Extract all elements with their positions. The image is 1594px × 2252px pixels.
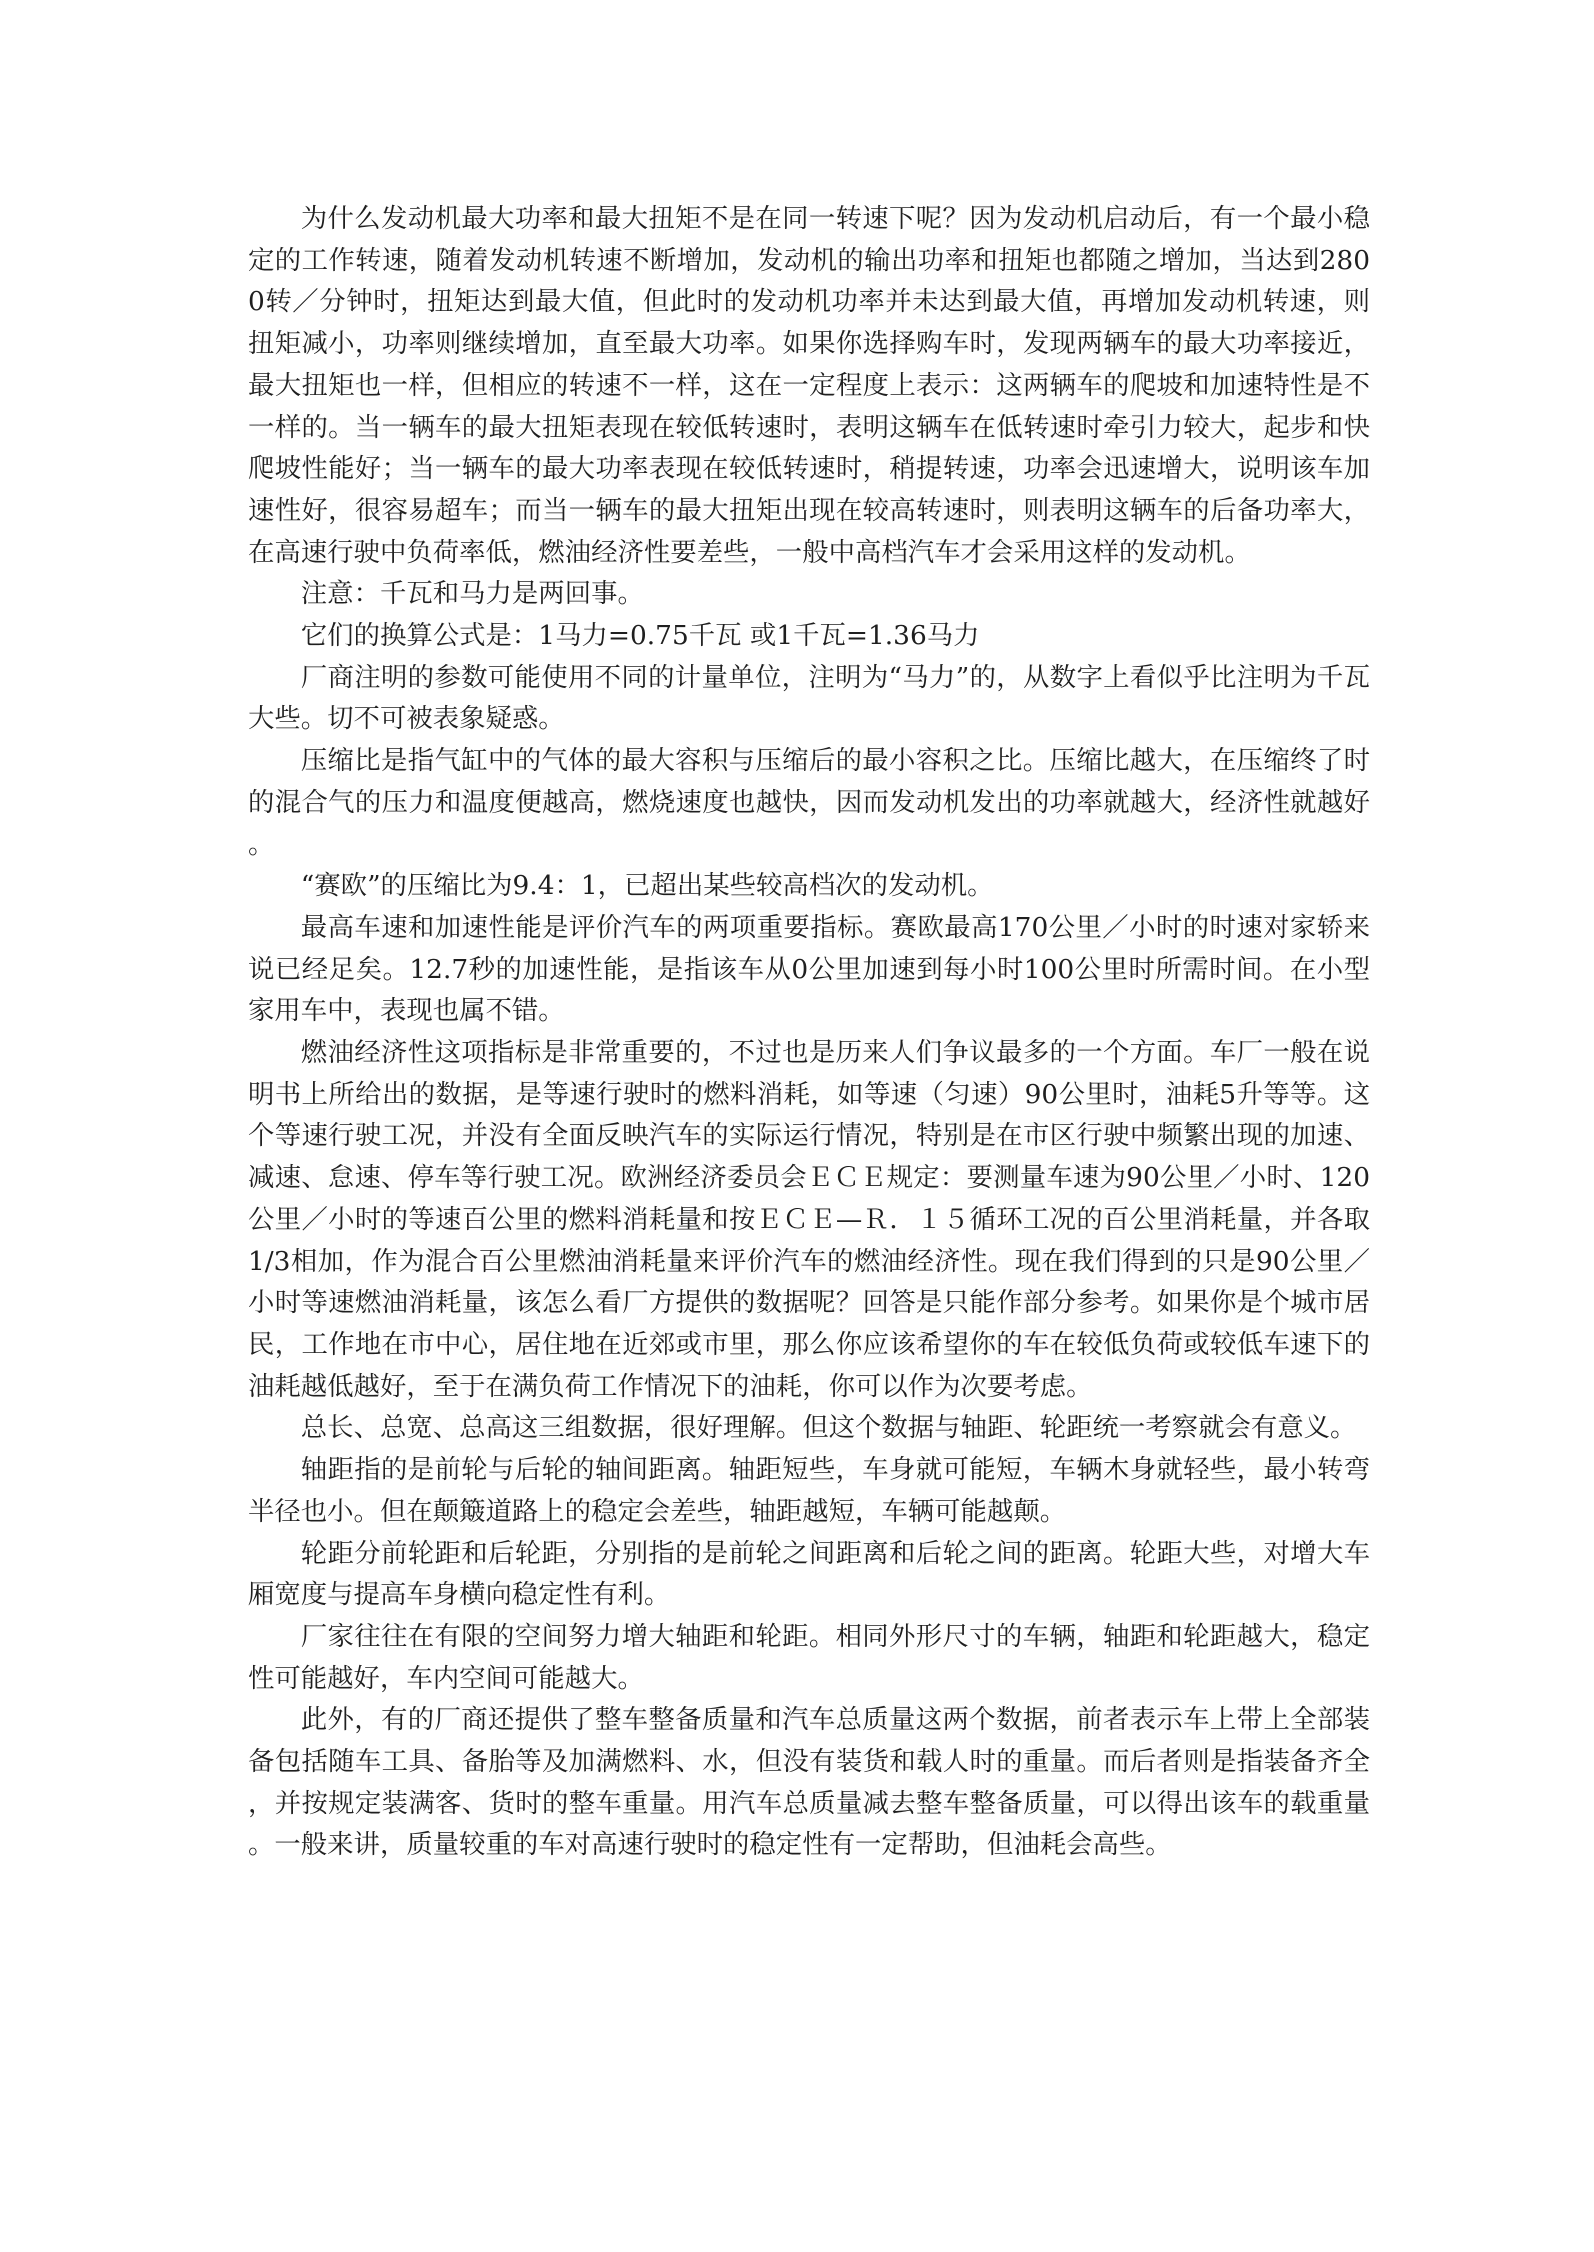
paragraph-saiou-compression: “赛欧”的压缩比为9.4：1，已超出某些较高档次的发动机。: [300, 870, 994, 902]
paragraph-maximize-space: 厂家往往在有限的空间努力增大轴距和轮距。相同外形尺寸的车辆，轴距和轮距越大，稳定性可能越好，车内空间可能越大。: [248, 1620, 1370, 1694]
document-body: [248, 198, 1370, 1866]
paragraph-top-speed-acceleration: 最高车速和加速性能是评价汽车的两项重要指标。赛欧最高170公里／小时的时速对家轿来说已经足矣。12.7秒的加速性能，是指该车从0公里加速到每小时100公里时所需时间。在小型家用车中，表现也属不错。: [248, 911, 1370, 1027]
paragraph-compression-ratio: 压缩比是指气缸中的气体的最大容积与压缩后的最小容积之比。压缩比越大，在压缩终了时的混合气的压力和温度便越高，燃烧速度也越快，因而发动机发出的功率就越大，经济性就越好。: [248, 745, 1370, 860]
paragraph-note-kw-hp: 注意：千瓦和马力是两回事。: [300, 578, 644, 610]
paragraph-conversion-formula: 它们的换算公式是：1马力=0.75千瓦 或1千瓦=1.36马力: [300, 620, 980, 652]
paragraph-engine-power-torque: 为什么发动机最大功率和最大扭矩不是在同一转速下呢？因为发动机启动后，有一个最小稳定的工作转速，随着发动机转速不断增加，发动机的输出功率和扭矩也都随之增加，当达到2800转／分钟时，扭矩达到最大值，但此时的发动机功率并未达到最大值，再增加发动机转速，则扭矩减小，功率则继续增加，直至最大功率。如果你选择购车时，发现两辆车的最大功率接近，最大扭矩也一样，但相应的转速不一样，这在一定程度上表示：这两辆车的爬坡和加速特性是不一样的。当一辆车的最大扭矩表现在较低转速时，表明这辆车在低转速时牵引力较大，起步和快爬坡性能好；当一辆车的最大功率表现在较低转速时，稍提转速，功率会迅速增大，说明该车加速性好，很容易超车；而当一辆车的最大扭矩出现在较高转速时，则表明这辆车的后备功率大，在高速行驶中负荷率低，燃油经济性要差些，一般中高档汽车才会采用这样的发动机。: [248, 203, 1370, 568]
paragraph-units-warning: 厂商注明的参数可能使用不同的计量单位，注明为“马力”的，从数字上看似乎比注明为千瓦大些。切不可被表象疑惑。: [248, 661, 1370, 735]
paragraph-vehicle-mass: 此外，有的厂商还提供了整车整备质量和汽车总质量这两个数据，前者表示车上带上全部装备包括随车工具、备胎等及加满燃料、水，但没有装货和载人时的重量。而后者则是指装备齐全，并按规定装满客、货时的整车重量。用汽车总质量减去整车整备质量，可以得出该车的载重量。一般来讲，质量较重的车对高速行驶时的稳定性有一定帮助，但油耗会高些。: [248, 1704, 1370, 1861]
paragraph-track-width: 轮距分前轮距和后轮距，分别指的是前轮之间距离和后轮之间的距离。轮距大些，对增大车厢宽度与提高车身横向稳定性有利。: [248, 1537, 1370, 1611]
paragraph-dimensions: 总长、总宽、总高这三组数据，很好理解。但这个数据与轴距、轮距统一考察就会有意义。: [300, 1412, 1357, 1444]
paragraph-wheelbase: 轴距指的是前轮与后轮的轴间距离。轴距短些，车身就可能短，车辆木身就轻些，最小转弯半径也小。但在颠簸道路上的稳定会差些，轴距越短，车辆可能越颠。: [248, 1454, 1370, 1527]
paragraph-fuel-economy: 燃油经济性这项指标是非常重要的，不过也是历来人们争议最多的一个方面。车厂一般在说明书上所给出的数据，是等速行驶时的燃料消耗，如等速（匀速）90公里时，油耗5升等等。这个等速行驶工况，并没有全面反映汽车的实际运行情况，特别是在市区行驶中频繁出现的加速、减速、怠速、停车等行驶工况。欧洲经济委员会ＥＣＥ规定：要测量车速为90公里／小时、120公里／小时的等速百公里的燃料消耗量和按ＥＣＥ—Ｒ．１５循环工况的百公里消耗量，并各取1/3相加，作为混合百公里燃油消耗量来评价汽车的燃油经济性。现在我们得到的只是90公里／小时等速燃油消耗量，该怎么看厂方提供的数据呢？回答是只能作部分参考。如果你是个城市居民，工作地在市中心，居住地在近郊或市里，那么你应该希望你的车在较低负荷或较低车速下的油耗越低越好，至于在满负荷工作情况下的油耗，你可以作为次要考虑。: [248, 1037, 1370, 1402]
